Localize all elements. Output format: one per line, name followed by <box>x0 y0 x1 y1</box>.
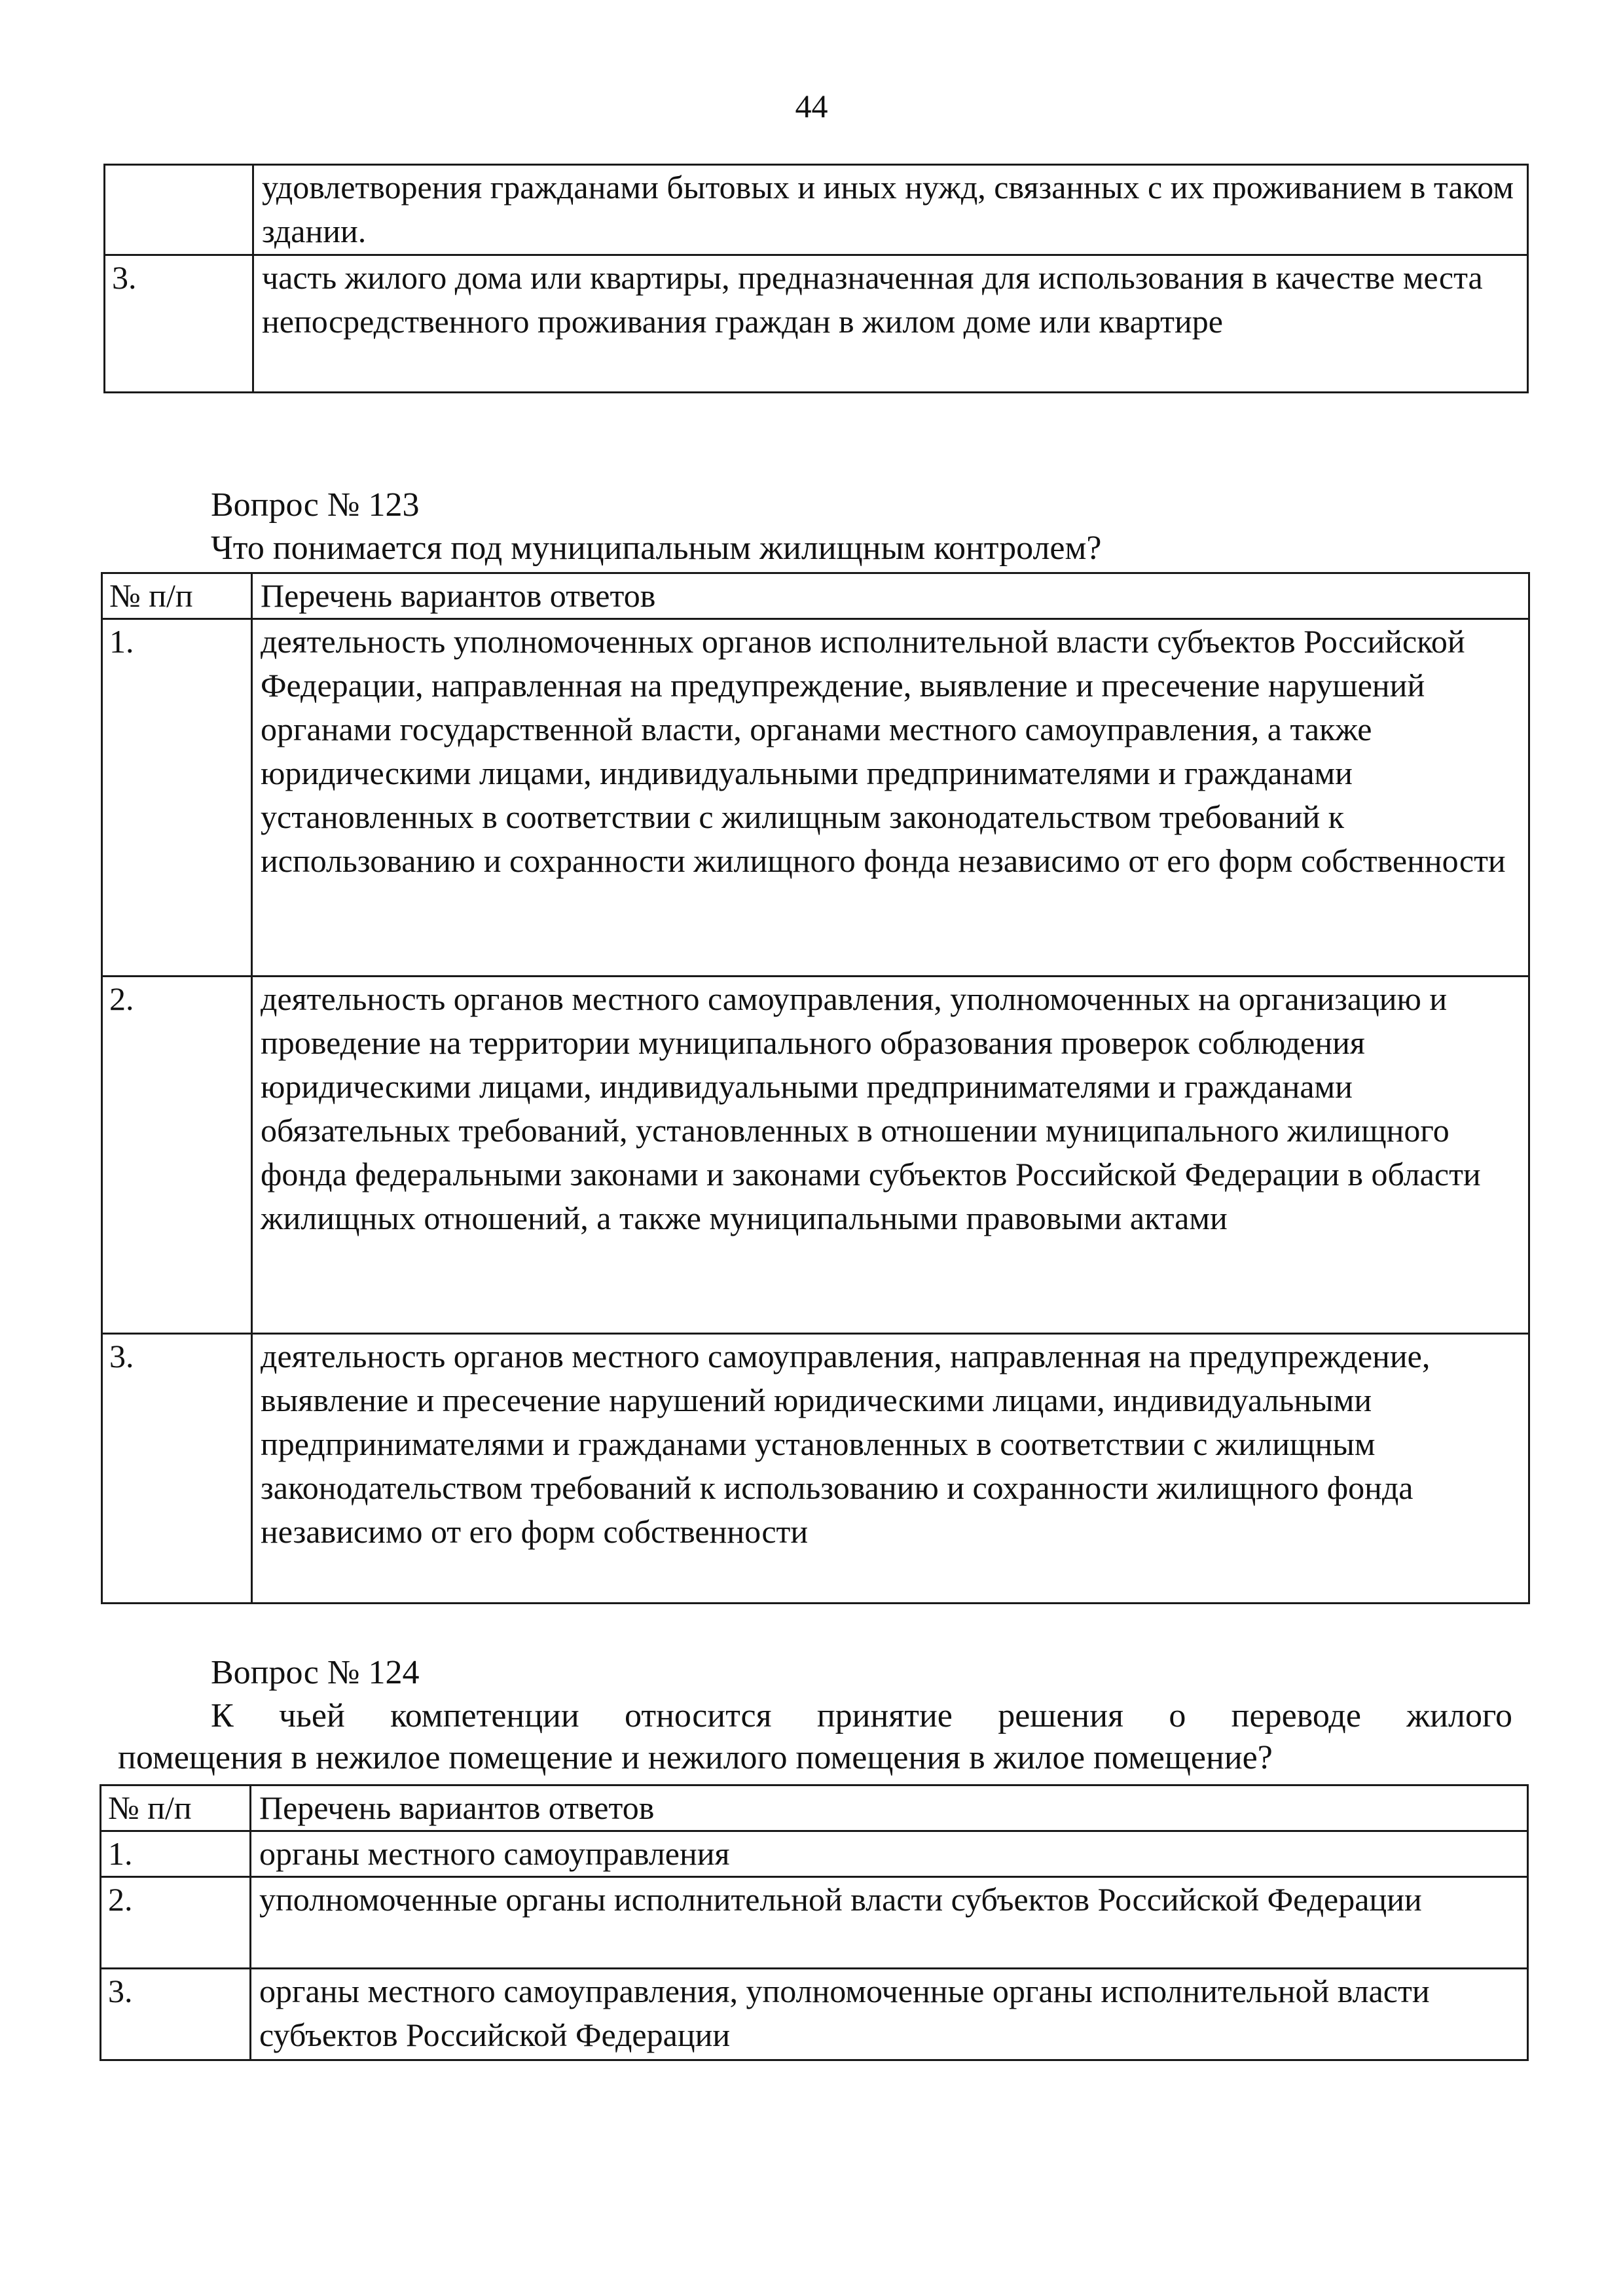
answers-table-continued <box>103 164 1529 393</box>
answer-text: органы местного самоуправления, уполномоченные органы исполнительной власти субъектов Российской Федерации <box>251 1969 1528 2060</box>
question-124-text-line-2: помещения в нежилое помещение и нежилого помещения в жилое помещение? <box>118 1739 1273 1776</box>
row-number: 1. <box>101 1831 251 1877</box>
row-number: 3. <box>105 255 253 393</box>
row-number: 3. <box>102 1334 252 1604</box>
table-row <box>102 619 1529 977</box>
table-row <box>102 977 1529 1334</box>
answer-text: уполномоченные органы исполнительной власти субъектов Российской Федерации <box>251 1877 1528 1969</box>
answers-table-q123 <box>101 572 1530 1604</box>
answer-text: деятельность органов местного самоуправления, уполномоченных на организацию и проведение на территории муниципального образования проверок соблюдения юридическими лицами, индивидуальными предпринимателями и гражданами обязательных требований, установленных в отношении муниципального жилищного фонда федеральными законами и законами субъектов Российской Федерации в области жилищных отношений, а также муниципальными правовыми актами <box>252 977 1529 1334</box>
question-124-title: Вопрос № 124 <box>211 1654 420 1691</box>
column-header-answers: Перечень вариантов ответов <box>252 573 1529 619</box>
row-number: 3. <box>101 1969 251 2060</box>
table-row <box>101 1877 1528 1969</box>
row-number <box>105 165 253 255</box>
row-number: 2. <box>101 1877 251 1969</box>
row-number: 1. <box>102 619 252 977</box>
page-number: 44 <box>795 88 828 124</box>
column-header-number: № п/п <box>101 1785 251 1831</box>
column-header-number: № п/п <box>102 573 252 619</box>
question-123-title: Вопрос № 123 <box>211 486 420 524</box>
answer-text: деятельность уполномоченных органов исполнительной власти субъектов Российской Федерации, направленная на предупреждение, выявление и пресечение нарушений органами государственной власти, органами местного самоуправления, а также юридическими лицами, индивидуальными предпринимателями и гражданами установленных в соответствии с жилищным законодательством требований к использованию и сохранности жилищного фонда независимо от его форм собственности <box>252 619 1529 977</box>
table-row <box>102 1334 1529 1604</box>
answer-text: часть жилого дома или квартиры, предназначенная для использования в качестве места непосредственного проживания граждан в жилом доме или квартире <box>253 255 1528 393</box>
answer-text: удовлетворения гражданами бытовых и иных нужд, связанных с их проживанием в таком здании. <box>253 165 1528 255</box>
table-header-row <box>102 573 1529 619</box>
answers-table-q124 <box>100 1784 1529 2061</box>
row-number: 2. <box>102 977 252 1334</box>
table-header-row <box>101 1785 1528 1831</box>
question-124-text-line-1: К чьей компетенции относится принятие решения о переводе жилого <box>211 1697 1512 1734</box>
question-123-text: Что понимается под муниципальным жилищным контролем? <box>211 529 1102 567</box>
question-124-text <box>118 1695 1512 1779</box>
table-row <box>105 165 1528 255</box>
answer-text: органы местного самоуправления <box>251 1831 1528 1877</box>
answer-text: деятельность органов местного самоуправления, направленная на предупреждение, выявление и пресечение нарушений юридическими лицами, индивидуальными предпринимателями и гражданами установленных в соответствии с жилищным законодательством требований к использованию и сохранности жилищного фонда независимо от его форм собственности <box>252 1334 1529 1604</box>
table-row <box>101 1969 1528 2060</box>
table-row <box>101 1831 1528 1877</box>
table-row <box>105 255 1528 393</box>
column-header-answers: Перечень вариантов ответов <box>251 1785 1528 1831</box>
